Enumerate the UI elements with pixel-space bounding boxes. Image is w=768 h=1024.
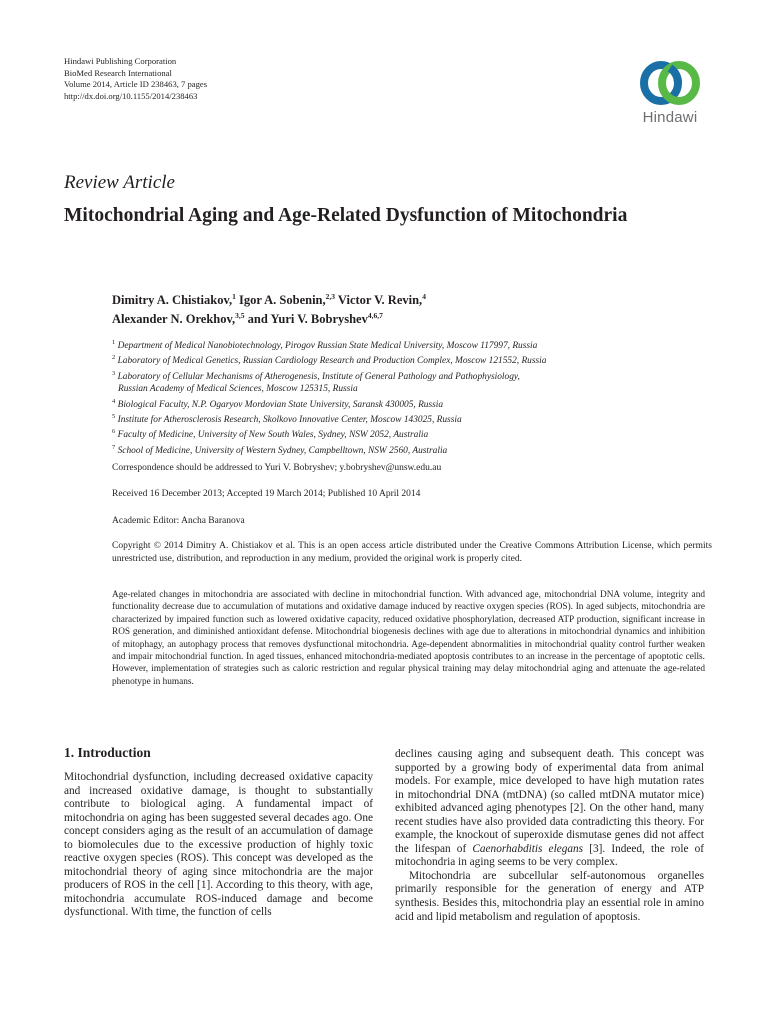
- author-list: [112, 289, 712, 327]
- paragraph: Mitochondrial dysfunction, including decreased oxidative capacity and increased oxidative damage, is thought to substantially contribute to biological aging. A fundamental impact of mitochondria on aging has been suggested several decades ago. One concept considers aging as the result of an accumulation of damage to biomolecules due to the excessive production of highly toxic reactive oxygen species (ROS). This concept was developed as the mitochondrial theory of aging since mitochondria are the major producers of ROS in the cell [1]. According to this theory, with age, mitochondria accumulate ROS-induced damage and become dysfunctional. With time, the function of cells: [64, 771, 373, 919]
- author: Igor A. Sobenin,$^{2,3}$: [239, 292, 336, 308]
- author: Victor V. Revin,$^4$: [337, 292, 426, 308]
- affiliation: $^7$ School of Medicine, University of Western Sydney, Campbelltown, NSW 2560, Australia: [112, 443, 448, 456]
- copyright-notice: Copyright © 2014 Dimitry A. Chistiakov et al. This is an open access article distributed under the Creative Commons Attribution License, which permits unrestricted use, distribution, and reproduction in any medium, provided the original work is properly cited.: [112, 541, 712, 564]
- author: Alexander N. Orekhov,$^{3,5}$: [112, 311, 245, 327]
- author: Dimitry A. Chistiakov,$^1$: [112, 292, 236, 308]
- body-column-right: [395, 748, 704, 924]
- affiliation: $^5$ Institute for Atherosclerosis Research, Skolkovo Innovative Center, Moscow 143025, Russia: [112, 412, 462, 426]
- body-column-left: [64, 771, 373, 920]
- hindawi-logo: [626, 55, 714, 126]
- author: and Yuri V. Bobryshev$^{4,6,7}$: [247, 311, 383, 327]
- publisher: Hindawi Publishing Corporation: [64, 56, 177, 66]
- article-dates: Received 16 December 2013; Accepted 19 March 2014; Published 10 April 2014: [112, 489, 421, 499]
- paragraph: Mitochondria are subcellular self-autonomous organelles primarily responsible for the generation of energy and ATP synthesis. Besides this, mitochondria play an essential role in amino acid and lipid metabolism and regulation of apoptosis.: [395, 869, 704, 923]
- abstract: Age-related changes in mitochondria are associated with decline in mitochondrial function. With advanced age, mitochondrial DNA volume, integrity and functionality decrease due to accumulation of mutations and oxidative damage induced by reactive oxygen species (ROS). In aged subjects, mitochondria are characterized by impaired function such as lowered oxidative capacity, reduced oxidative phosphorylation, decreased ATP production, significant increase in ROS generation, and diminished antioxidant defense. Mitochondrial biogenesis declines with age due to alterations in mitochondrial dynamics and inhibition of mitophagy, an autophagy process that removes dysfunctional mitochondria. Age-dependent abnormalities in mitochondrial quality control further weaken and impair mitochondrial function. In aged tissues, enhanced mitochondria-mediated apoptosis contributes to an increase in the percentage of apoptotic cells. However, implementation of strategies such as caloric restriction and regular physical training may delay mitochondrial aging and attenuate the age-related phenotype in humans.: [112, 590, 705, 687]
- academic-editor: Academic Editor: Ancha Baranova: [112, 516, 245, 526]
- affiliation: $^2$ Laboratory of Medical Genetics, Russian Cardiology Research and Production Complex, Moscow 121552, Russia: [112, 354, 547, 367]
- publication-info: [64, 56, 207, 102]
- volume-info: Volume 2014, Article ID 238463, 7 pages: [64, 79, 208, 90]
- affiliation-continued: Russian Academy of Medical Sciences, Moscow 125315, Russia: [118, 384, 358, 395]
- paper-title: Mitochondrial Aging and Age-Related Dysfunction of Mitochondria: [64, 205, 628, 226]
- logo-text: Hindawi: [642, 109, 698, 126]
- article-type: Review Article: [64, 172, 175, 193]
- journal-name: BioMed Research International: [64, 67, 172, 78]
- section-heading: 1. Introduction: [64, 745, 151, 760]
- hindawi-logo-icon: [634, 55, 706, 111]
- affiliation: $^6$ Faculty of Medicine, University of New South Wales, Sydney, NSW 2052, Australia: [112, 428, 429, 441]
- doi-link[interactable]: http://dx.doi.org/10.1155/2014/238463: [64, 90, 198, 101]
- affiliation: $^3$ Laboratory of Cellular Mechanisms of Atherogenesis, Institute of General Pathology and Pathophysiology,: [112, 369, 520, 382]
- affiliation-list: [112, 337, 712, 457]
- affiliation: $^4$ Biological Faculty, N.P. Ogaryov Mordovian State University, Saransk 430005, Russia: [112, 397, 444, 410]
- paragraph: declines causing aging and subsequent death. This concept was supported by a growing body of experimental data from animal models. For example, mice developed to have high mutation rates in mitochondrial DNA (mtDNA) (so called mtDNA mutator mice) exhibited advanced aging phenotypes [2]. On the other hand, many recent studies have also provided data contradicting this theory. For example, the knockout of superoxide dismutase genes did not affect the lifespan of Caenorhabditis elegans [3]. Indeed, the role of mitochondria in aging seems to be very complex.: [395, 748, 705, 869]
- affiliation: $^1$ Department of Medical Nanobiotechnology, Pirogov Russian State Medical University, Moscow 117997, Russia: [112, 339, 538, 352]
- correspondence: Correspondence should be addressed to Yuri V. Bobryshev; y.bobryshev@unsw.edu.au: [112, 463, 442, 473]
